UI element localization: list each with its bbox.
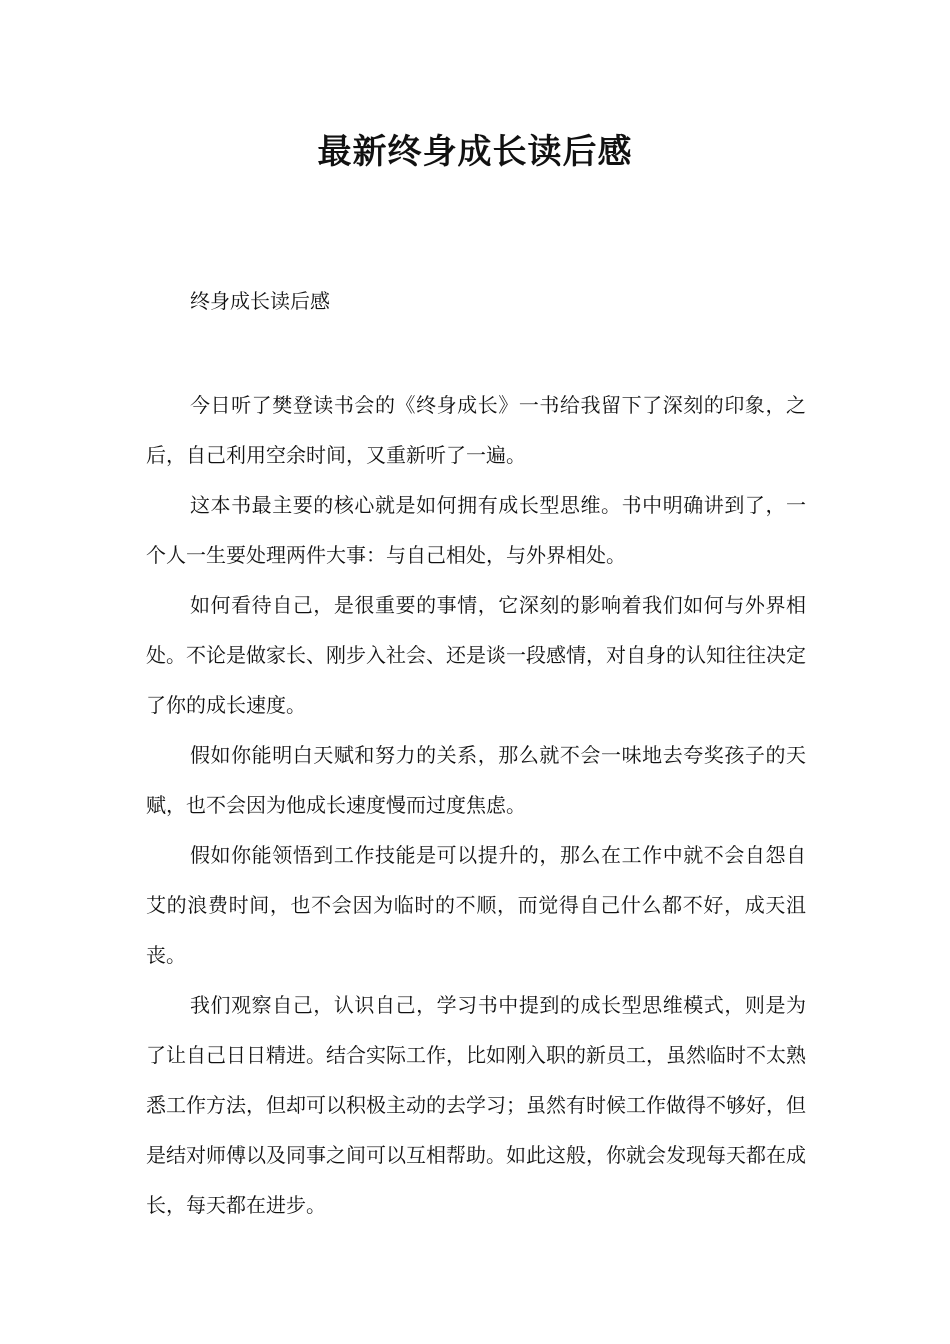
body-paragraph: 我们观察自己，认识自己，学习书中提到的成长型思维模式，则是为了让自己日日精进。结合实际工作，比如刚入职的新员工，虽然临时不太熟悉工作方法，但却可以积极主动的去学习；虽然有时候工作做得不够好，但是结对师傅以及同事之间可以互相帮助。如此这般，你就会发现每天都在成长，每天都在进步。 <box>146 993 806 1217</box>
document-subtitle: 终身成长读后感 <box>190 289 330 313</box>
body-paragraph: 今日听了樊登读书会的《终身成长》一书给我留下了深刻的印象，之后，自己利用空余时间，又重新听了一遍。 <box>146 393 806 467</box>
body-paragraph: 这本书最主要的核心就是如何拥有成长型思维。书中明确讲到了，一个人一生要处理两件大事：与自己相处，与外界相处。 <box>146 493 806 567</box>
body-paragraph: 假如你能明白天赋和努力的关系，那么就不会一味地去夸奖孩子的天赋，也不会因为他成长速度慢而过度焦虑。 <box>146 743 806 817</box>
body-paragraph: 假如你能领悟到工作技能是可以提升的，那么在工作中就不会自怨自艾的浪费时间，也不会因为临时的不顺，而觉得自己什么都不好，成天沮丧。 <box>146 843 806 967</box>
document-body <box>146 380 806 1230</box>
body-paragraph: 如何看待自己，是很重要的事情，它深刻的影响着我们如何与外界相处。不论是做家长、刚步入社会、还是谈一段感情，对自身的认知往往决定了你的成长速度。 <box>146 593 806 717</box>
document-title: 最新终身成长读后感 <box>317 132 633 172</box>
